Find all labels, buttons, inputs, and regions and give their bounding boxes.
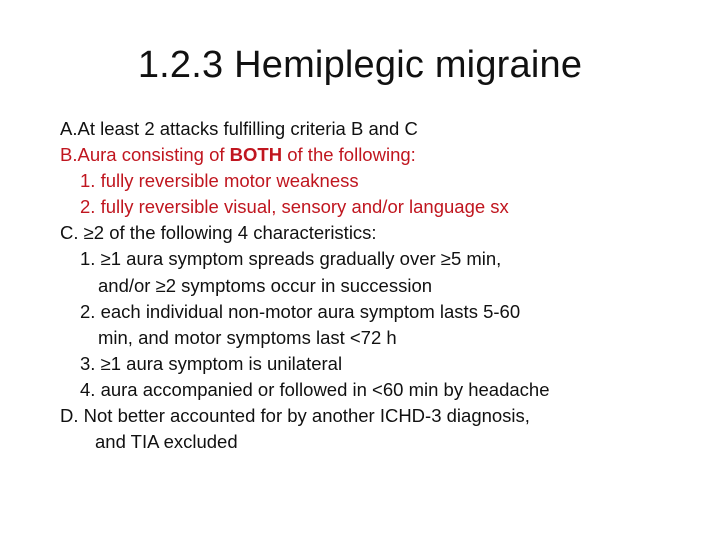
criterion-b-suffix: of the following: bbox=[282, 144, 416, 166]
criterion-b-item-2: 2. fully reversible visual, sensory and/or language sx bbox=[80, 196, 509, 218]
criterion-b-prefix: B.Aura consisting of bbox=[60, 144, 230, 166]
criterion-d: D. Not better accounted for by another ICHD-3 diagnosis, bbox=[60, 405, 530, 427]
criterion-b-emphasis: BOTH bbox=[229, 144, 283, 166]
criterion-b bbox=[60, 142, 710, 168]
criterion-c-item-1-cont: and/or ≥2 symptoms occur in succession bbox=[98, 274, 433, 296]
criterion-b-item-1: 1. fully reversible motor weakness bbox=[80, 170, 359, 192]
criterion-c-item-2: 2. each individual non-motor aura symptom lasts 5-60 bbox=[80, 300, 521, 322]
criterion-c-item-1: 1. ≥1 aura symptom spreads gradually over ≥5 min, bbox=[80, 248, 502, 270]
slide-title: 1.2.3 Hemiplegic migraine bbox=[137, 44, 583, 86]
criteria-list bbox=[60, 116, 710, 455]
criterion-c-item-2-cont: min, and motor symptoms last <72 h bbox=[98, 326, 397, 348]
criterion-a: A.At least 2 attacks fulfilling criteria B and C bbox=[60, 118, 418, 139]
criterion-d-cont: and TIA excluded bbox=[95, 431, 238, 453]
criterion-c: C. ≥2 of the following 4 characteristics: bbox=[60, 222, 377, 244]
criterion-c-item-4: 4. aura accompanied or followed in <60 min by headache bbox=[80, 378, 550, 400]
criterion-c-item-3: 3. ≥1 aura symptom is unilateral bbox=[80, 352, 343, 374]
